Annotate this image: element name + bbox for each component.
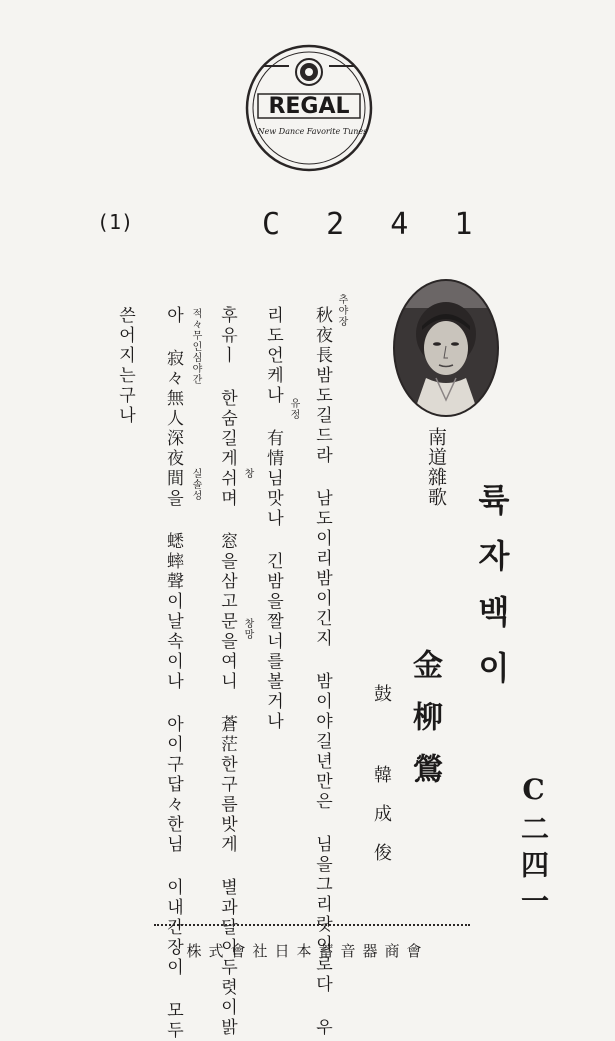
logo-line-right: Favorite Tunes [306, 127, 368, 136]
lyric-line-5: 쓴어지는구나 [115, 306, 135, 426]
regal-logo [243, 42, 375, 174]
portrait-photo-icon [392, 278, 500, 418]
genre-label: 南道雜歌 [425, 427, 447, 507]
side-number: (1) [97, 210, 134, 234]
singer-portrait [392, 278, 500, 418]
ruby-annotation: 적々무인심야간 [190, 308, 201, 385]
regal-record-label-icon [243, 42, 375, 174]
accompanist: 鼓 韓成俊 [371, 684, 392, 882]
logo-brand-text: REGAL [268, 94, 350, 119]
logo-line-left: New Dance [257, 127, 305, 136]
catalog-number-vertical: C二四一 [517, 773, 550, 922]
song-title: 륙자백이 [473, 483, 511, 707]
ruby-annotation: 창 [242, 468, 253, 479]
ruby-annotation: 실솔성 [190, 468, 201, 501]
footer-divider [154, 924, 470, 926]
singer-name: 金柳鶯 [407, 649, 442, 805]
ruby-annotation: 창망 [242, 618, 253, 640]
catalog-number: C 2 4 1 [262, 207, 487, 242]
publisher-footer: 株式會社日本蓄音器商會 [186, 942, 429, 960]
lyric-line-2: 리도언케나 有情님맛나 긴밤을짤너를볼거나 [263, 306, 283, 732]
lyric-line-3: 후유ㅣ 한숨길게쉬며 窓을삼고문을여니 蒼茫한구름밧게 별과달이두렷이밝 [217, 306, 237, 1038]
lyric-line-4: 아 寂々無人深夜間을 蟋蟀聲이날속이나 아이구답々한님 이내간장이 모두 [163, 306, 183, 1041]
lyric-line-1: 秋夜長밤도길드라 남도이리밤이긴지 밤이야길년만은 님을그리랏이로다 우 [312, 306, 332, 1038]
ruby-annotation: 추야장 [336, 294, 347, 327]
ruby-annotation: 유정 [288, 398, 299, 420]
